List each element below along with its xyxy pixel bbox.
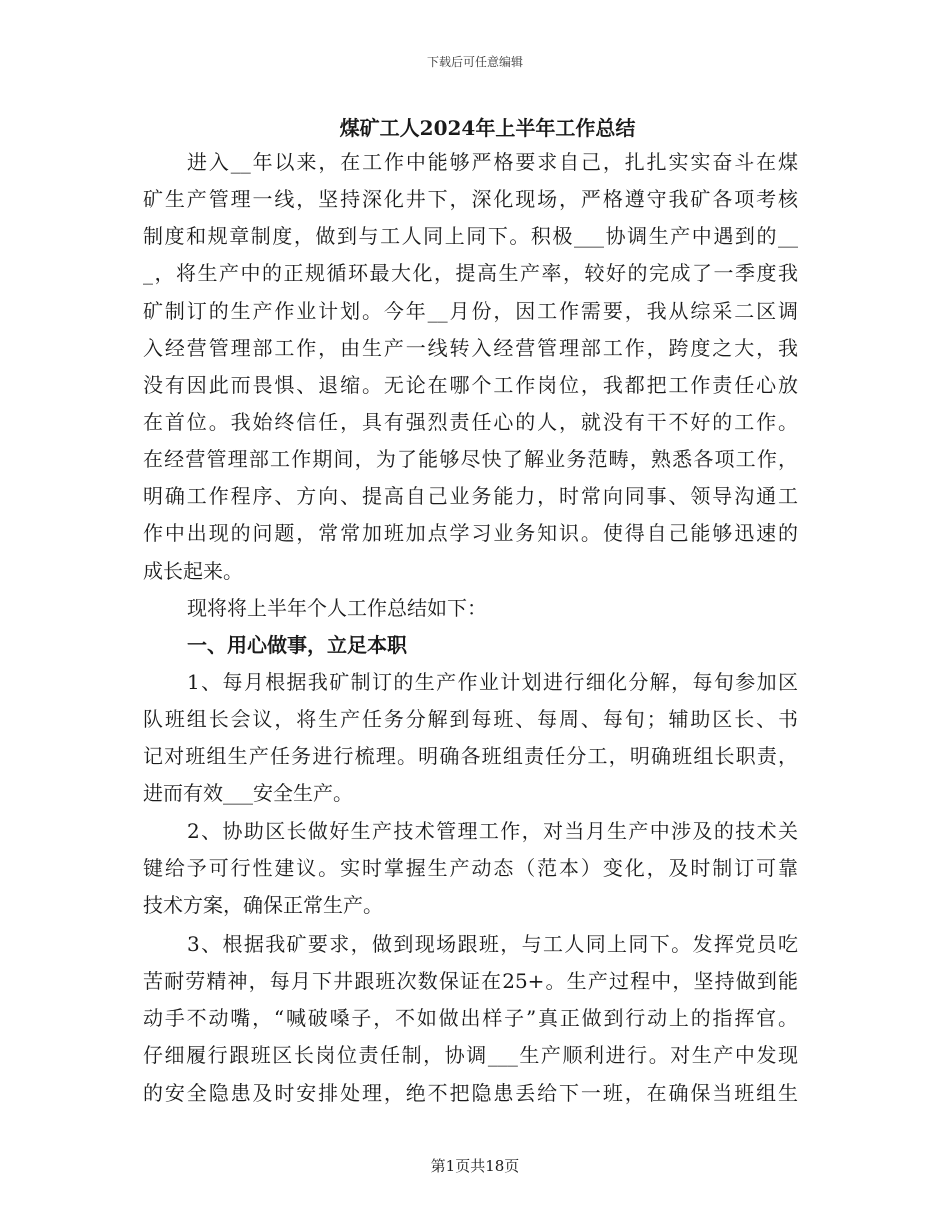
- body-line: 成长起来。: [143, 558, 243, 583]
- body-line: 没有因此而畏惧、退缩。无论在哪个工作岗位，我都把工作责任心放: [143, 372, 798, 397]
- body-line: 在首位。我始终信任，具有强烈责任心的人，就没有干不好的工作。: [143, 409, 798, 434]
- body-line: 进而有效___安全生产。: [143, 781, 353, 806]
- body-line: 的安全隐患及时安排处理，绝不把隐患丢给下一班，在确保当班组生: [143, 1080, 798, 1105]
- page-number: 第1页共18页: [430, 1157, 520, 1175]
- body-line: 入经营管理部工作，由生产一线转入经营管理部工作，跨度之大，我: [143, 335, 798, 360]
- summary-lead: 现将将上半年个人工作总结如下：: [187, 595, 487, 620]
- body-line: 3、根据我矿要求，做到现场跟班，与工人同上同下。发挥党员吃: [187, 931, 798, 956]
- document-title: 煤矿工人2024年上半年工作总结: [339, 116, 636, 140]
- body-line: 动手不动嘴，“喊破嗓子，不如做出样子”真正做到行动上的指挥官。: [143, 1006, 798, 1031]
- body-line: 记对班组生产任务进行梳理。明确各班组责任分工，明确班组长职责，: [143, 744, 798, 769]
- body-line: 矿生产管理一线，坚持深化井下，深化现场，严格遵守我矿各项考核: [143, 187, 798, 212]
- page-header-note: 下载后可任意编辑: [426, 55, 523, 69]
- body-line: 2、协助区长做好生产技术管理工作，对当月生产中涉及的技术关: [187, 818, 798, 843]
- item-2-paragraph: [143, 813, 798, 924]
- body-line: _，将生产中的正规循环最大化，提高生产率，较好的完成了一季度我: [143, 261, 798, 286]
- section-heading: 一、用心做事，立足本职: [187, 632, 407, 657]
- body-line: 作中出现的问题，常常加班加点学习业务知识。使得自己能够迅速的: [143, 521, 798, 546]
- body-line: 在经营管理部工作期间，为了能够尽快了解业务范畴，熟悉各项工作，: [143, 447, 798, 472]
- body-line: 制度和规章制度，做到与工人同上同下。积极___协调生产中遇到的__: [143, 224, 798, 249]
- intro-paragraph: [143, 144, 798, 590]
- item-3-paragraph: [143, 926, 798, 1112]
- body-line: 明确工作程序、方向、提高自己业务能力，时常向同事、领导沟通工: [143, 484, 798, 509]
- body-line: 进入__年以来，在工作中能够严格要求自己，扎扎实实奋斗在煤: [187, 150, 798, 174]
- body-line: 矿制订的生产作业计划。今年__月份，因工作需要，我从综采二区调: [143, 298, 798, 323]
- document-body: [143, 144, 798, 1112]
- body-line: 仔细履行跟班区长岗位责任制，协调___生产顺利进行。对生产中发现: [143, 1043, 798, 1068]
- item-1-paragraph: [143, 664, 798, 813]
- body-line: 苦耐劳精神，每月下井跟班次数保证在25+。生产过程中，坚持做到能: [143, 969, 798, 994]
- body-line: 1、每月根据我矿制订的生产作业计划进行细化分解，每旬参加区: [187, 669, 798, 694]
- body-line: 技术方案，确保正常生产。: [143, 892, 383, 917]
- body-line: 键给予可行性建议。实时掌握生产动态（范本）变化，及时制订可靠: [143, 855, 798, 880]
- body-line: 队班组长会议，将生产任务分解到每班、每周、每旬；辅助区长、书: [143, 707, 798, 732]
